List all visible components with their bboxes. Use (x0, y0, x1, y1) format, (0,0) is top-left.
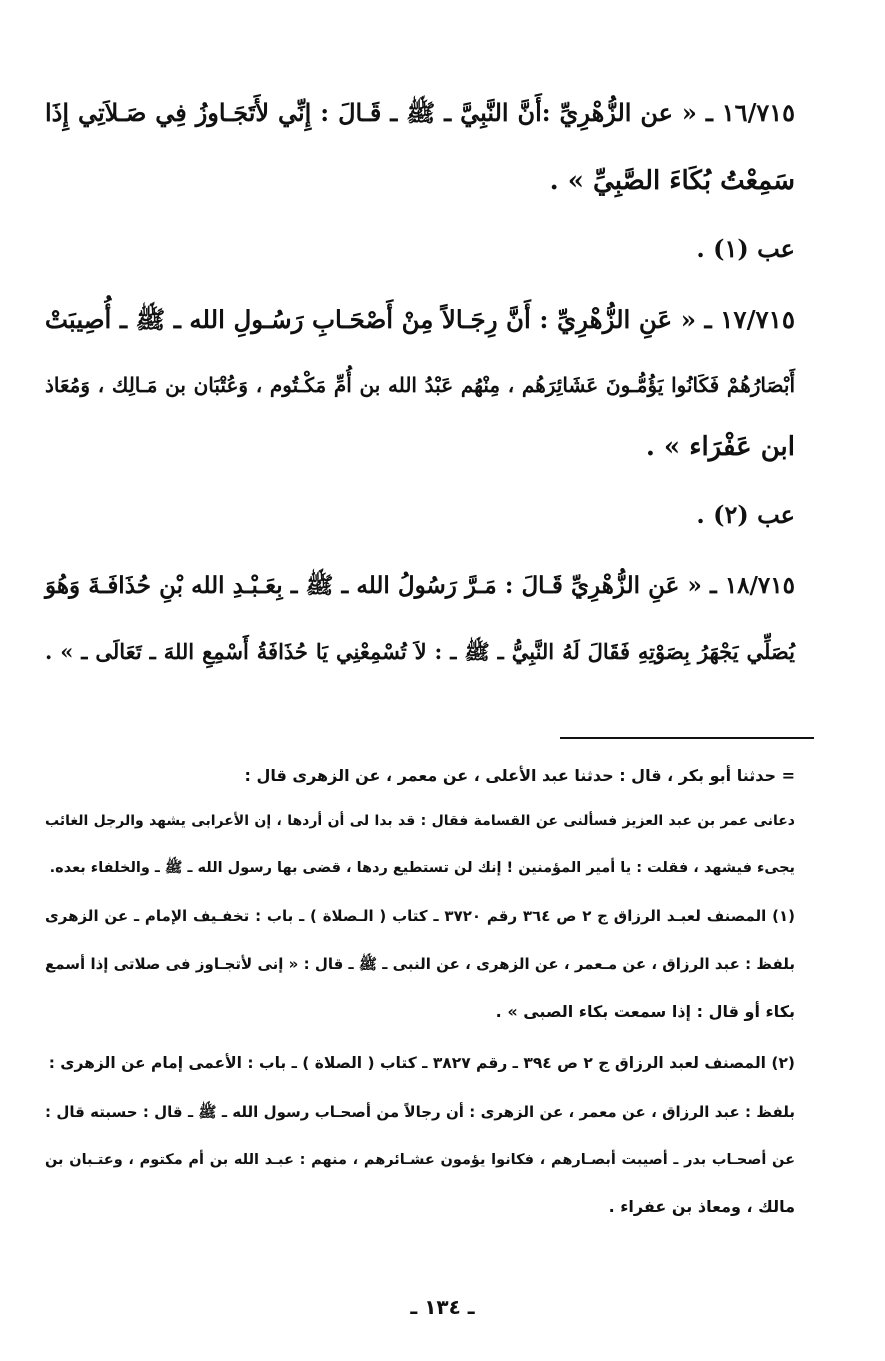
footnote-2-line-4: مالك ، ومعاذ بن عفراء . (608, 1197, 795, 1216)
footnote-line-1: = حدثنا أبو بكر ، قال : حدثنا عبد الأعلى ، عن معمر ، عن الزهرى قال : (244, 766, 795, 785)
page-number: ـ ١٣٤ ـ (410, 1295, 475, 1319)
hadith-2-line-1: ١٧/٧١٥ ـ « عَنِ الزُّهْرِيِّ : أَنَّ رِجَـالاً مِنْ أَصْحَـابِ رَسُـولِ الله ـ ﷺ ـ أُصِيبَتْ (44, 305, 795, 334)
footnote-2-line-2: بلفظ : عبد الرزاق ، عن معمر ، عن الزهرى : أن رجالاً من أصحـاب رسول الله ـ ﷺ ـ قال : حسبته قال : (45, 1103, 795, 1121)
hadith-3-line-1: ١٨/٧١٥ ـ « عَنِ الزُّهْرِيِّ قَـالَ : مَـرَّ رَسُولُ الله ـ ﷺ ـ بِعَـبْـدِ الله بْنِ حُذَافَـةَ وَهُوَ (45, 572, 795, 599)
footnote-2-line-3: عن أصحـاب بدر ـ أصيبت أبصـارهم ، فكانوا يؤمون عشـائرهم ، منهم : عبـد الله بن أم مكتوم ، وعتـبان بن (45, 1152, 795, 1168)
hadith-2-reference: عب (٢) . (696, 500, 795, 529)
footnote-line-2: دعانى عمر بن عبد العزيز فسألنى عن القسامة فقال : قد بدا لى أن أردها ، إن الأعرابى يشهد والرجل الغائب (45, 813, 795, 829)
footnote-1-line-2: بلفظ : عبد الرزاق ، عن مـعمر ، عن الزهرى ، عن النبى ـ ﷺ ـ قال : « إنى لأتجـاوز فى صلاتى إذا أسمع (45, 955, 795, 973)
footnote-1-line-1: (١) المصنف لعبـد الرزاق ج ٢ ص ٣٦٤ رقم ٣٧٢٠ ـ كتاب ( الـصلاة ) ـ باب : تخفـيف الإمام ـ عن الزهرى (45, 907, 796, 925)
hadith-2-line-3: ابن عَفْرَاء » . (645, 432, 795, 462)
footnote-2-line-1: (٢) المصنف لعبد الرزاق ج ٢ ص ٣٩٤ ـ رقم ٣٨٢٧ ـ كتاب ( الصلاة ) ـ باب : الأعمى إمام عن الزهرى : (48, 1054, 795, 1072)
hadith-3-line-2: يُصَلِّي يَجْهَرُ بِصَوْتِهِ فَقَالَ لَهُ النَّبِيُّ ـ ﷺ ـ : لاَ تُسْمِعْنِي يَا حُذَافَةُ أَسْمِعِ اللهَ ـ تَعَالَى ـ » . (45, 639, 795, 664)
hadith-1-line-1: ١٦/٧١٥ ـ « عن الزُّهْرِيِّ :أَنَّ النَّبِيَّ ـ ﷺ ـ قَـالَ : إِنِّي لأَتَجَـاوزُ فِي صَـلاَتِي إِذَا (45, 98, 795, 127)
footnote-separator (560, 737, 814, 739)
hadith-1-line-2: سَمِعْتُ بُكَاءَ الصَّبِيِّ » . (549, 166, 795, 196)
footnote-1-line-3: بكاء أو قال : إذا سمعت بكاء الصبى » . (495, 1002, 795, 1021)
footnote-line-3: يجىء فيشهد ، فقلت : يا أمير المؤمنين ! إنك لن تستطيع ردها ، قضى بها رسول الله ـ ﷺ ـ والخلفاء بعده. (49, 860, 795, 876)
hadith-2-line-2: أَبْصَارُهُمْ فَكَانُوا يَؤُمُّـونَ عَشَائِرَهُم ، مِنْهُم عَبْدُ الله بن أُمِّ مَكْـتُوم ، وَعُتْبَان بن مَـالِك ، وَمُعَاذ (45, 373, 795, 397)
hadith-1-reference: عب (١) . (696, 234, 795, 263)
